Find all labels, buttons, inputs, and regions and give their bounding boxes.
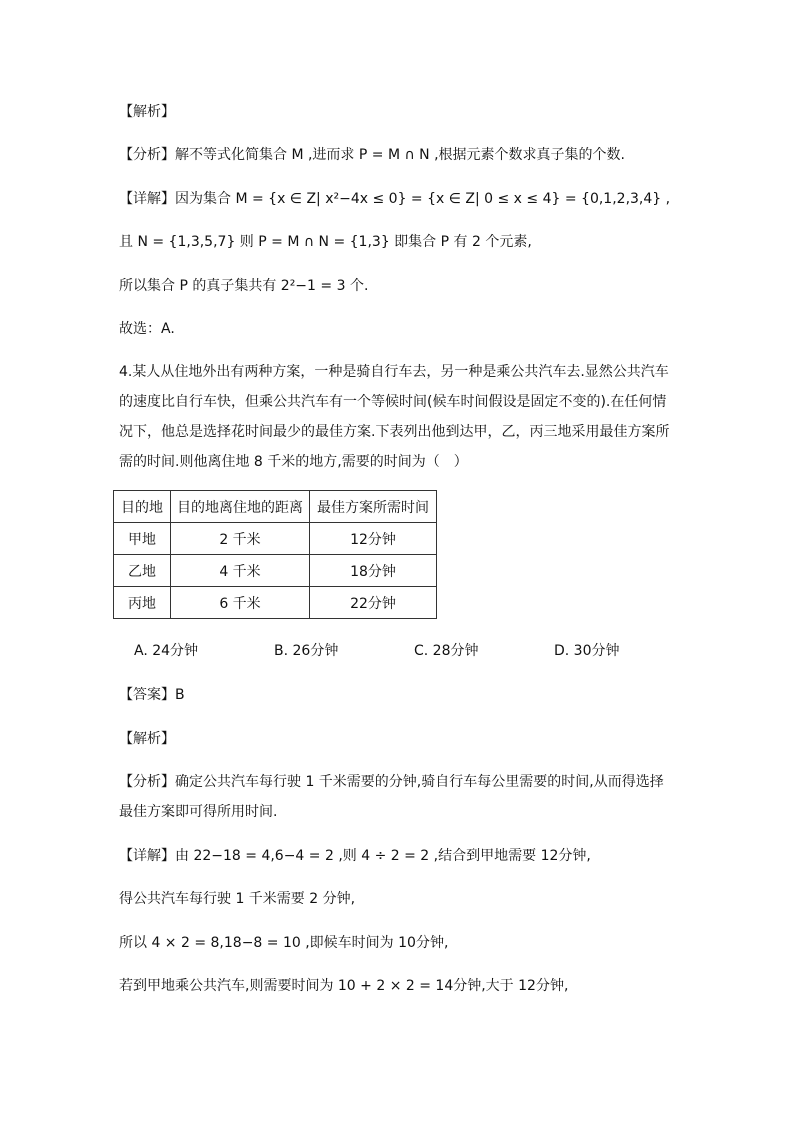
cell-distance: 4 千米 bbox=[171, 555, 310, 587]
question-line-1: 4.某人从住地外出有两种方案，一种是骑自行车去，另一种是乘公共汽车去.显然公共汽车 bbox=[119, 364, 669, 380]
header-distance: 目的地离住地的距离 bbox=[171, 491, 310, 523]
answer-line: 【答案】B bbox=[119, 687, 185, 703]
question-line-2: 的速度比自行车快，但乘公共汽车有一个等候时间(候车时间假设是固定不变的).在任何情 bbox=[119, 394, 667, 410]
solution-xiangjie-line-3: 所以 4 × 2 = 8,18−8 = 10 ,即候车时间为 10分钟, bbox=[119, 935, 449, 951]
cell-time: 12分钟 bbox=[310, 523, 437, 555]
xiangjie-line-3: 所以集合 P 的真子集共有 2²−1 = 3 个. bbox=[119, 278, 369, 294]
table-row bbox=[114, 555, 437, 587]
answer-choice-line: 故选：A. bbox=[119, 321, 175, 337]
cell-destination: 甲地 bbox=[114, 523, 171, 555]
question-line-3: 况下，他总是选择花时间最少的最佳方案.下表列出他到达甲，乙，丙三地采用最佳方案所 bbox=[119, 424, 670, 440]
cell-time: 18分钟 bbox=[310, 555, 437, 587]
xiangjie-line-1: 【详解】因为集合 M = {x ∈ Z| x²−4x ≤ 0} = {x ∈ Z| 0 ≤ x ≤ 4} = {0,1,2,3,4} , bbox=[119, 191, 671, 207]
table-row bbox=[114, 523, 437, 555]
solution-fenxi-line-1: 【分析】确定公共汽车每行驶 1 千米需要的分钟,骑自行车每公里需要的时间,从而得选择 bbox=[119, 774, 664, 790]
question-line-4: 需的时间.则他离住地 8 千米的地方,需要的时间为（ ） bbox=[119, 454, 468, 470]
choice-b: B. 26分钟 bbox=[274, 643, 339, 659]
cell-destination: 丙地 bbox=[114, 587, 171, 619]
solution-fenxi-line-2: 最佳方案即可得所用时间. bbox=[119, 804, 278, 820]
header-destination: 目的地 bbox=[114, 491, 171, 523]
choice-c: C. 28分钟 bbox=[414, 643, 479, 659]
xiangjie-line-2: 且 N = {1,3,5,7} 则 P = M ∩ N = {1,3} 即集合 P 有 2 个元素, bbox=[119, 234, 532, 250]
cell-destination: 乙地 bbox=[114, 555, 171, 587]
table-row bbox=[114, 587, 437, 619]
cell-distance: 2 千米 bbox=[171, 523, 310, 555]
solution-xiangjie-line-2: 得公共汽车每行驶 1 千米需要 2 分钟, bbox=[119, 891, 356, 907]
solution-xiangjie-line-1: 【详解】由 22−18 = 4,6−4 = 2 ,则 4 ÷ 2 = 2 ,结合到甲地需要 12分钟, bbox=[119, 848, 591, 864]
choice-a: A. 24分钟 bbox=[134, 643, 199, 659]
cell-distance: 6 千米 bbox=[171, 587, 310, 619]
solution-xiangjie-line-4: 若到甲地乘公共汽车,则需要时间为 10 + 2 × 2 = 14分钟,大于 12分钟, bbox=[119, 978, 569, 994]
jiexi-heading: 【解析】 bbox=[119, 104, 175, 120]
cell-time: 22分钟 bbox=[310, 587, 437, 619]
header-time: 最佳方案所需时间 bbox=[310, 491, 437, 523]
solution-jiexi-heading: 【解析】 bbox=[119, 731, 175, 747]
question-4-stem bbox=[119, 357, 687, 477]
fenxi-text: 【分析】解不等式化简集合 M ,进而求 P = M ∩ N ,根据元素个数求真子集的个数. bbox=[119, 147, 626, 163]
table-header-row bbox=[114, 491, 437, 523]
choice-d: D. 30分钟 bbox=[554, 643, 620, 659]
distance-time-table bbox=[113, 490, 437, 619]
